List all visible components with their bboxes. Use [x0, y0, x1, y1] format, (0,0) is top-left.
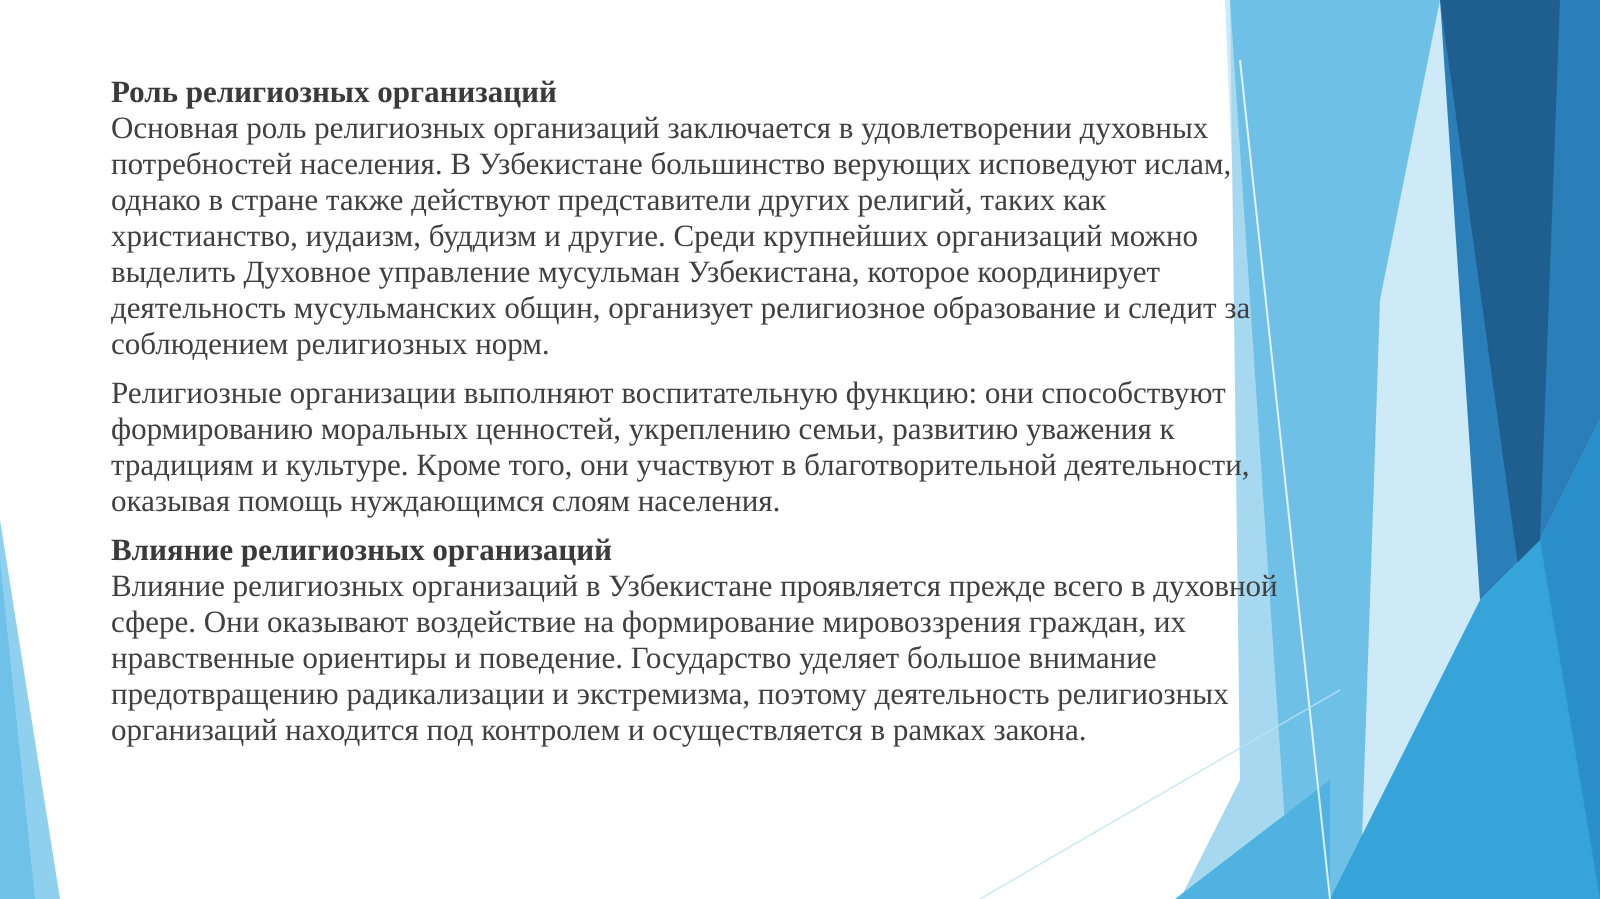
- section-text: Основная роль религиозных организаций заключается в удовлетворении духовных потребностей населения. В Узбекистане большинство верующих исповедуют ислам, однако в стране также действуют представители других религий, таких как христианство, иудаизм, буддизм и другие. Среди крупнейших организаций можно выделить Духовное управление мусульман Узбекистана, которое координирует деятельность мусульманских общин, организует религиозное образование и следит за соблюдением религиозных норм.: [111, 110, 1251, 361]
- section-role: [111, 74, 1291, 362]
- text-body: [111, 74, 1291, 761]
- section-text: Влияние религиозных организаций в Узбекистане проявляется прежде всего в духовной сфере. Они оказывают воздействие на формирование мировоззрения граждан, их нравственные ориентиры и поведение. Государство уделяет большое внимание предотвращению радикализации и экстремизма, поэтому деятельность религиозных организаций находится под контролем и осуществляется в рамках закона.: [111, 568, 1278, 747]
- section-text: Религиозные организации выполняют воспитательную функцию: они способствуют формированию моральных ценностей, укреплению семьи, развитию уважения к традициям и культуре. Кроме того, они участвуют в благотворительной деятельности, оказывая помощь нуждающимся слоям населения.: [111, 375, 1250, 518]
- section-influence: [111, 532, 1291, 748]
- section-educational: [111, 375, 1291, 519]
- section-heading: Роль религиозных организаций: [111, 74, 557, 109]
- section-heading: Влияние религиозных организаций: [111, 532, 612, 567]
